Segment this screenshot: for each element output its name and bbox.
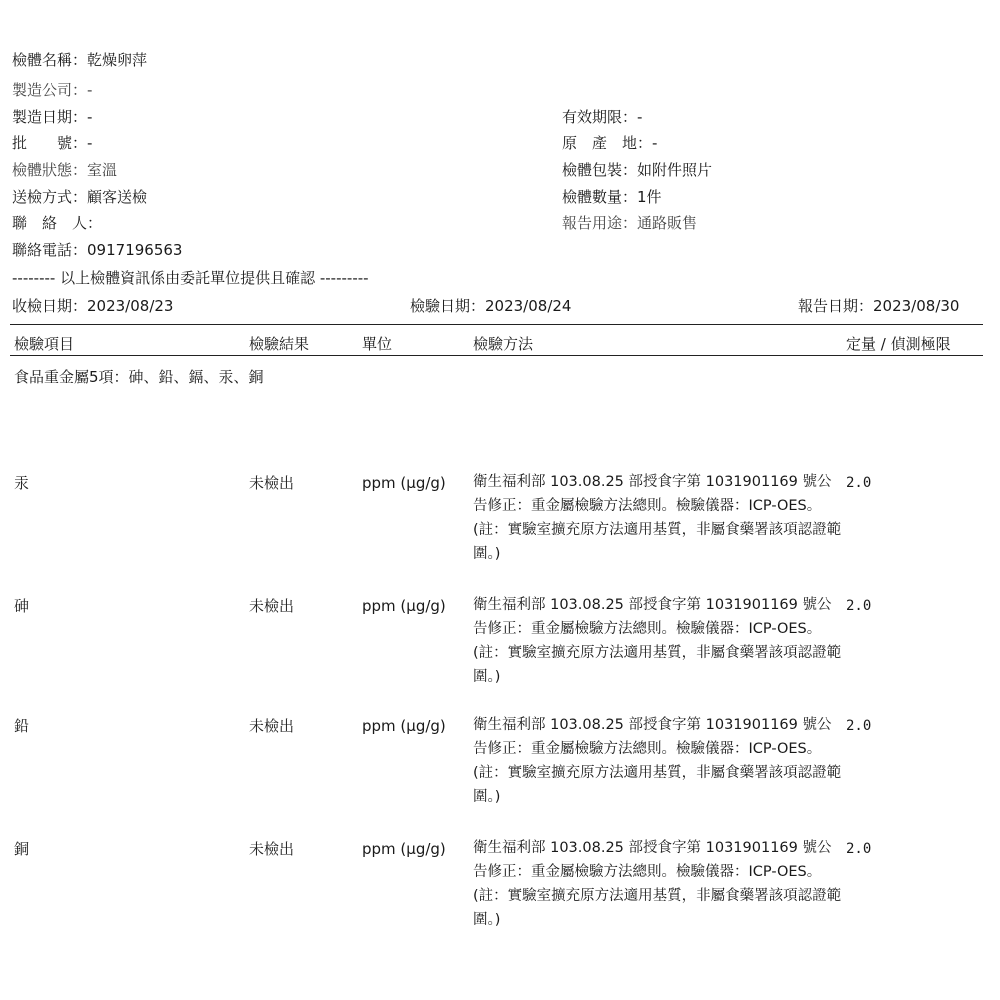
- state-label: 檢體狀態：: [12, 161, 88, 179]
- row-unit: ppm (µg/g): [362, 840, 446, 858]
- maker-label: 製造公司：: [12, 81, 88, 99]
- sample-name-value: 乾燥卵萍: [87, 51, 148, 69]
- origin-label: 原 產 地：: [562, 134, 653, 152]
- row-result: 未檢出: [249, 474, 295, 492]
- expiry-value: -: [637, 108, 643, 126]
- purpose-value: 通路販售: [637, 214, 698, 232]
- row-lod: 2.0: [846, 841, 872, 857]
- batch-label: 批 號：: [12, 134, 88, 152]
- expiry-label: 有效期限：: [562, 108, 638, 126]
- row-lod: 2.0: [846, 598, 872, 614]
- row-method: 衛生福利部 103.08.25 部授食字第 1031901169 號公告修正：重金屬檢驗方法總則。檢驗儀器：ICP-OES。(註：實驗室擴充原方法適用基質，非屬食藥署該項認證範圍。): [473, 840, 842, 928]
- row-method: 衛生福利部 103.08.25 部授食字第 1031901169 號公告修正：重金屬檢驗方法總則。檢驗儀器：ICP-OES。(註：實驗室擴充原方法適用基質，非屬食藥署該項認證範圍。): [473, 474, 842, 562]
- packaging-value: 如附件照片: [637, 161, 713, 179]
- row-item: 汞: [14, 474, 30, 492]
- state-line: [12, 160, 117, 180]
- provided-info-notice: -------- 以上檢體資訊係由委託單位提供且確認 ---------: [12, 269, 369, 287]
- sample-name-label: 檢體名稱：: [12, 51, 88, 69]
- row-result: 未檢出: [249, 840, 295, 858]
- test-date: 檢驗日期：2023/08/24: [410, 297, 572, 315]
- header-unit: 單位: [362, 335, 393, 353]
- sample-name-line: [12, 50, 147, 70]
- header-item: 檢驗項目: [14, 335, 75, 353]
- report-date: 報告日期：2023/08/30: [798, 297, 960, 315]
- header-result: 檢驗結果: [249, 335, 310, 353]
- purpose-line: [562, 213, 697, 233]
- phone-value: 0917196563: [87, 241, 183, 259]
- expiry-line: [562, 107, 642, 127]
- row-lod: 2.0: [846, 475, 872, 491]
- delivery-label: 送檢方式：: [12, 188, 88, 206]
- header-top-rule: [10, 324, 983, 325]
- contact-line: [12, 213, 102, 233]
- row-result: 未檢出: [249, 717, 295, 735]
- packaging-label: 檢體包裝：: [562, 161, 638, 179]
- phone-label: 聯絡電話：: [12, 241, 88, 259]
- row-unit: ppm (µg/g): [362, 597, 446, 615]
- row-result: 未檢出: [249, 597, 295, 615]
- row-unit: ppm (µg/g): [362, 717, 446, 735]
- row-method: 衛生福利部 103.08.25 部授食字第 1031901169 號公告修正：重金屬檢驗方法總則。檢驗儀器：ICP-OES。(註：實驗室擴充原方法適用基質，非屬食藥署該項認證範圍。): [473, 717, 842, 805]
- row-item: 銅: [14, 840, 30, 858]
- maker-value: -: [87, 81, 93, 99]
- row-lod: 2.0: [846, 718, 872, 734]
- header-bottom-rule: [10, 355, 983, 356]
- maker-line: [12, 80, 92, 100]
- phone-line: [12, 240, 182, 260]
- mfg-date-label: 製造日期：: [12, 108, 88, 126]
- batch-value: -: [87, 134, 93, 152]
- delivery-line: [12, 187, 147, 207]
- row-item: 鉛: [14, 717, 30, 735]
- contact-label: 聯 絡 人：: [12, 214, 103, 232]
- mfg-date-value: -: [87, 108, 93, 126]
- row-unit: ppm (µg/g): [362, 474, 446, 492]
- quantity-label: 檢體數量：: [562, 188, 638, 206]
- header-lod: 定量 / 偵測極限: [846, 335, 951, 353]
- purpose-label: 報告用途：: [562, 214, 638, 232]
- origin-line: [562, 133, 657, 153]
- received-date: 收檢日期：2023/08/23: [12, 297, 174, 315]
- header-method: 檢驗方法: [473, 335, 534, 353]
- quantity-line: [562, 187, 662, 207]
- mfg-date-line: [12, 107, 92, 127]
- row-item: 砷: [14, 597, 30, 615]
- group-title: 食品重金屬5項：砷、鉛、鎘、汞、銅: [14, 368, 264, 386]
- packaging-line: [562, 160, 712, 180]
- batch-line: [12, 133, 92, 153]
- delivery-value: 顧客送檢: [87, 188, 148, 206]
- row-method: 衛生福利部 103.08.25 部授食字第 1031901169 號公告修正：重金屬檢驗方法總則。檢驗儀器：ICP-OES。(註：實驗室擴充原方法適用基質，非屬食藥署該項認證範圍。): [473, 597, 842, 685]
- quantity-value: 1件: [637, 188, 662, 206]
- origin-value: -: [652, 134, 658, 152]
- state-value: 室溫: [87, 161, 118, 179]
